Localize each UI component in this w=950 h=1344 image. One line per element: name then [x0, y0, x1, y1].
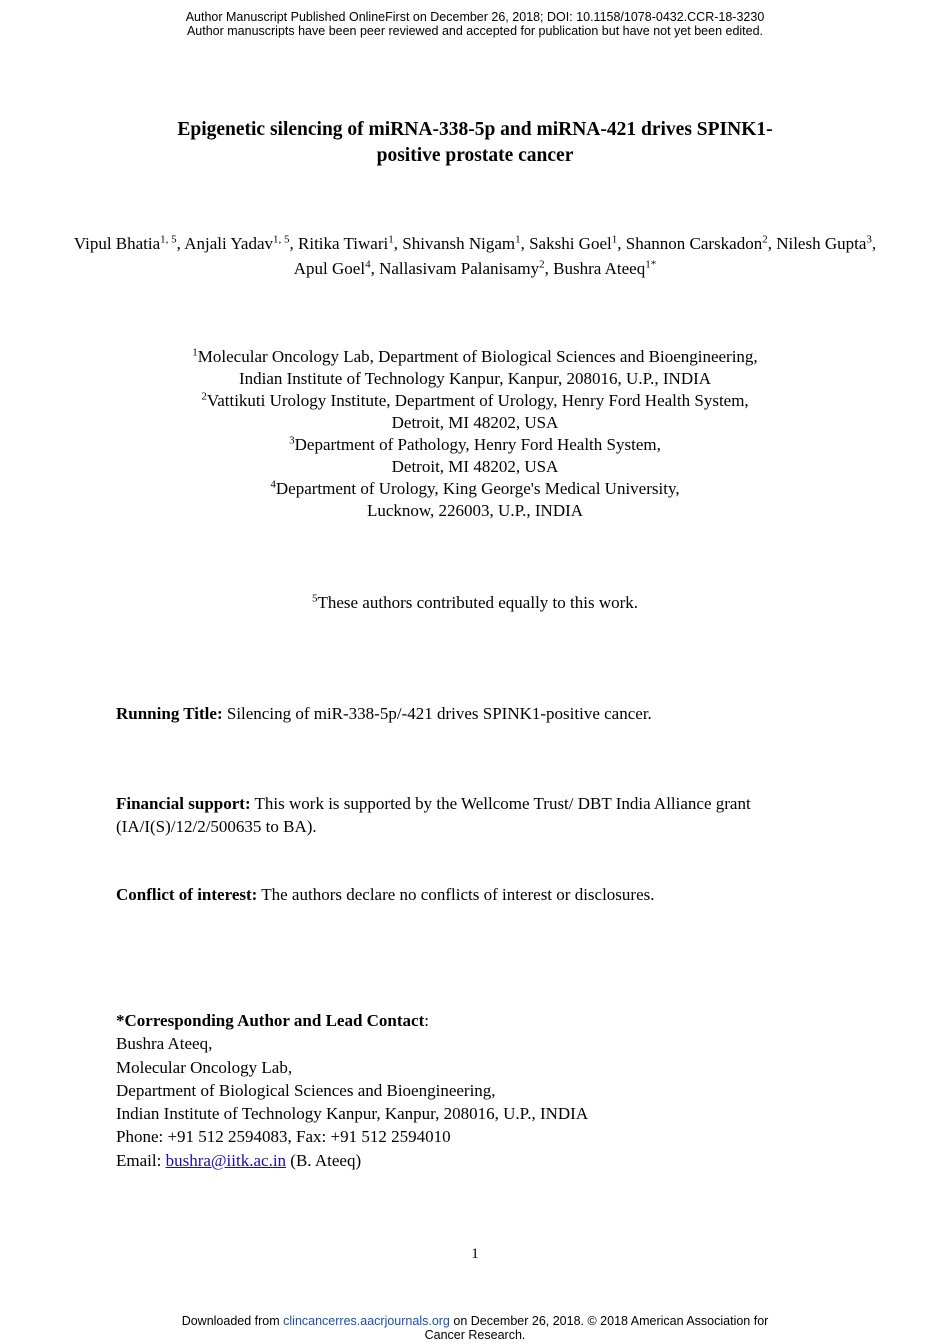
- contact-line-institute: Indian Institute of Technology Kanpur, Kanpur, 208016, U.P., INDIA: [116, 1104, 589, 1124]
- financial-support-text: This work is supported by the Wellcome Trust/ DBT India Alliance grant (IA/I(S)/12/2/500635 to BA).: [116, 794, 751, 836]
- affiliation-2-line-2: Detroit, MI 48202, USA: [391, 413, 559, 432]
- author-10: Bushra Ateeq$^{1*}$: [553, 258, 657, 278]
- contact-line-name: Bushra Ateeq,: [116, 1034, 213, 1054]
- author-9: Nallasivam Palanisamy$^2$,: [379, 258, 554, 278]
- footer-line-2: Cancer Research.: [424, 1328, 526, 1342]
- contact-line-phone: Phone: +91 512 2594083, Fax: +91 512 2594010: [116, 1127, 451, 1147]
- running-title-text: Silencing of miR-338-5p/-421 drives SPINK1-positive cancer.: [222, 704, 652, 723]
- footer-line-1: Downloaded from clincancerres.aacrjournals.org on December 26, 2018. © 2018 American Association for: [181, 1314, 769, 1328]
- affiliation-1: $^1$Molecular Oncology Lab, Department of Biological Sciences and Bioengineering,: [192, 346, 758, 366]
- affiliation-4-line-2: Lucknow, 226003, U.P., INDIA: [366, 501, 584, 520]
- affiliation-3: $^3$Department of Pathology, Henry Ford Health System,: [289, 434, 661, 454]
- affiliation-2: $^2$Vattikuti Urology Institute, Department of Urology, Henry Ford Health System,: [201, 390, 749, 410]
- author-8: Apul Goel$^4$,: [293, 258, 380, 278]
- affiliations: [80, 346, 870, 522]
- author-6: Shannon Carskadon$^2$,: [625, 233, 777, 253]
- title-line-1: Epigenetic silencing of miRNA-338-5p and miRNA-421 drives SPINK1-: [177, 119, 773, 140]
- journal-link[interactable]: clincancerres.aacrjournals.org: [283, 1314, 450, 1328]
- running-title-label: Running Title:: [116, 704, 223, 723]
- conflict-of-interest: [116, 883, 846, 906]
- author-4: Shivansh Nigam$^1$,: [402, 233, 530, 253]
- financial-support-label: Financial support:: [116, 794, 251, 813]
- manuscript-header: [0, 10, 950, 38]
- author-2: Anjali Yadav$^{1, 5}$,: [184, 233, 299, 253]
- author-1: Vipul Bhatia$^{1, 5}$,: [73, 233, 185, 253]
- title-line-2: positive prostate cancer: [376, 145, 574, 166]
- author-list: [60, 231, 890, 281]
- affiliation-1-line-2: Indian Institute of Technology Kanpur, Kanpur, 208016, U.P., INDIA: [238, 369, 712, 388]
- contact-line-lab: Molecular Oncology Lab,: [116, 1057, 293, 1077]
- equal-contribution-note: $^5$These authors contributed equally to this work.: [311, 592, 639, 612]
- header-line-1: Author Manuscript Published OnlineFirst on December 26, 2018; DOI: 10.1158/1078-0432.CCR-18-3230: [185, 10, 765, 24]
- contact-line-email: Email: bushra@iitk.ac.in (B. Ateeq): [116, 1150, 362, 1170]
- contact-line-dept: Department of Biological Sciences and Bioengineering,: [116, 1080, 496, 1100]
- author-3: Ritika Tiwari$^1$,: [298, 233, 403, 253]
- running-title: [116, 702, 846, 725]
- affiliation-4: $^4$Department of Urology, King George's Medical University,: [270, 478, 680, 498]
- conflict-text: The authors declare no conflicts of interest or disclosures.: [257, 885, 655, 904]
- download-footer: [0, 1314, 950, 1342]
- email-link[interactable]: bushra@iitk.ac.in: [165, 1150, 287, 1170]
- author-5: Sakshi Goel$^1$,: [529, 233, 626, 253]
- paper-title: [100, 117, 850, 169]
- corresponding-heading: *Corresponding Author and Lead Contact:: [116, 1011, 429, 1030]
- corresponding-author: [116, 1009, 846, 1172]
- financial-support: [116, 792, 846, 838]
- affiliation-3-line-2: Detroit, MI 48202, USA: [391, 457, 559, 476]
- conflict-label: Conflict of interest:: [116, 885, 258, 904]
- header-line-2: Author manuscripts have been peer reviewed and accepted for publication but have not yet been edited.: [186, 24, 764, 38]
- page-number: 1: [471, 1246, 479, 1262]
- author-7: Nilesh Gupta$^3$,: [776, 233, 877, 253]
